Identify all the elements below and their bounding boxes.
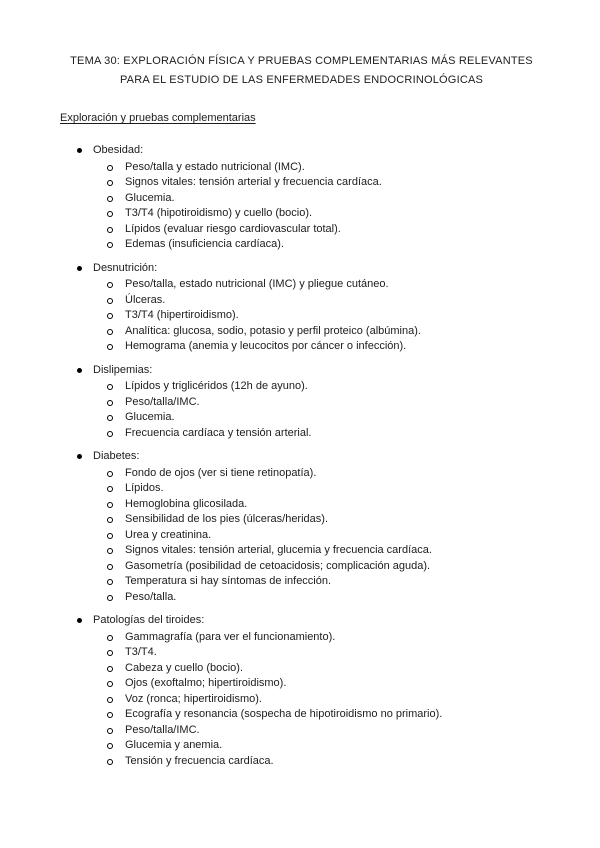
list-item	[60, 754, 543, 770]
list-item-text: Sensibilidad de los pies (úlceras/heridas).	[125, 513, 328, 525]
list-item-text: T3/T4 (hipertiroidismo).	[125, 309, 239, 321]
document-title-line-1: TEMA 30: EXPLORACIÓN FÍSICA Y PRUEBAS COMPLEMENTARIAS MÁS RELEVANTES	[70, 55, 533, 67]
section	[60, 143, 543, 253]
sub-bullet-icon	[107, 211, 113, 217]
section-title: Patologías del tiroides:	[93, 614, 205, 626]
list-item	[60, 574, 543, 590]
list-item-text: Peso/talla/IMC.	[125, 723, 200, 736]
list-item	[60, 481, 543, 497]
sub-bullet-icon	[107, 502, 113, 508]
document-title-line-2: PARA EL ESTUDIO DE LAS ENFERMEDADES ENDOCRINOLÓGICAS	[119, 74, 484, 86]
list-item	[60, 237, 543, 253]
sub-bullet-icon	[107, 431, 113, 437]
sub-bullet-icon	[107, 517, 113, 523]
list-item-text: T3/T4.	[125, 646, 157, 658]
sub-bullet-icon	[107, 564, 113, 570]
list-item	[60, 497, 543, 513]
list-item-text: Úlceras.	[125, 293, 166, 306]
section	[60, 449, 543, 605]
section	[60, 261, 543, 355]
sub-bullet-icon	[107, 313, 113, 319]
section-title-row	[60, 143, 543, 159]
list-item-text: Frecuencia cardíaca y tensión arterial.	[125, 426, 312, 439]
list-item-text: Ecografía y resonancia (sospecha de hipotiroidismo no primario).	[125, 708, 443, 720]
list-item-text: T3/T4 (hipotiroidismo) y cuello (bocio).	[125, 207, 313, 219]
list-item-text: Ojos (exoftalmo; hipertiroidismo).	[125, 677, 287, 689]
list-item	[60, 645, 543, 661]
sub-bullet-icon	[107, 743, 113, 749]
list-item	[60, 160, 543, 176]
list-item-text: Glucemia y anemia.	[125, 739, 223, 751]
sub-bullet-icon	[107, 344, 113, 350]
list-item-text: Hemoglobina glicosilada.	[125, 497, 248, 510]
section-title: Obesidad:	[93, 144, 144, 156]
list-item	[60, 395, 543, 411]
list-item-text: Peso/talla/IMC.	[125, 395, 200, 408]
list-item	[60, 466, 543, 482]
sub-bullet-icon	[107, 415, 113, 421]
sub-bullet-icon	[107, 666, 113, 672]
list-item	[60, 528, 543, 544]
list-item-text: Gasometría (posibilidad de cetoacidosis; complicación aguda).	[125, 559, 431, 572]
section-title-row	[60, 449, 543, 465]
sub-bullet-icon	[107, 227, 113, 233]
list-item	[60, 692, 543, 708]
list-item	[60, 590, 543, 606]
section-title-row	[60, 363, 543, 379]
list-item	[60, 308, 543, 324]
list-item	[60, 339, 543, 355]
sub-bullet-icon	[107, 329, 113, 335]
sub-bullet-icon	[107, 650, 113, 656]
list-item-text: Signos vitales: tensión arterial, glucemia y frecuencia cardíaca.	[125, 544, 432, 556]
list-item-text: Peso/talla.	[125, 590, 177, 603]
list-item	[60, 379, 543, 395]
list-item-text: Hemograma (anemia y leucocitos por cáncer o infección).	[125, 340, 407, 352]
section-title-row	[60, 613, 543, 629]
list-item-text: Glucemia.	[125, 411, 175, 423]
section-title-row	[60, 261, 543, 277]
list-item-text: Glucemia.	[125, 191, 175, 204]
sub-bullet-icon	[107, 579, 113, 585]
list-item	[60, 661, 543, 677]
section-title: Dislipemias:	[93, 363, 153, 376]
list-item-text: Lípidos (evaluar riesgo cardiovascular total).	[125, 222, 341, 235]
list-item	[60, 676, 543, 692]
sub-bullet-icon	[107, 712, 113, 718]
document-title	[60, 52, 543, 90]
bullet-icon	[77, 368, 82, 373]
sub-bullet-icon	[107, 400, 113, 406]
sub-bullet-icon	[107, 282, 113, 288]
list-item-text: Lípidos.	[125, 482, 164, 494]
list-item-text: Voz (ronca; hipertiroidismo).	[125, 692, 262, 705]
sub-bullet-icon	[107, 486, 113, 492]
list-item-text: Edemas (insuficiencia cardíaca).	[125, 238, 284, 250]
sub-bullet-icon	[107, 548, 113, 554]
sub-bullet-icon	[107, 165, 113, 171]
sub-bullet-icon	[107, 697, 113, 703]
list-item	[60, 512, 543, 528]
sub-bullet-icon	[107, 759, 113, 765]
list-item-text: Tensión y frecuencia cardíaca.	[125, 754, 274, 767]
list-item	[60, 222, 543, 238]
list-item-text: Temperatura si hay síntomas de infección.	[125, 575, 332, 587]
list-item	[60, 324, 543, 340]
list-item	[60, 426, 543, 442]
sub-bullet-icon	[107, 533, 113, 539]
list-item	[60, 293, 543, 309]
bullet-icon	[77, 454, 82, 459]
list-item-text: Signos vitales: tensión arterial y frecuencia cardíaca.	[125, 176, 382, 188]
bullet-icon	[77, 618, 82, 623]
list-item	[60, 277, 543, 293]
list-item	[60, 191, 543, 207]
list-item	[60, 630, 543, 646]
list-item	[60, 723, 543, 739]
sub-bullet-icon	[107, 384, 113, 390]
list-item	[60, 559, 543, 575]
sub-bullet-icon	[107, 728, 113, 734]
section-title: Desnutrición:	[93, 261, 158, 274]
list-item	[60, 738, 543, 754]
list-item	[60, 707, 543, 723]
sub-bullet-icon	[107, 595, 113, 601]
list-item-text: Analítica: glucosa, sodio, potasio y perfil proteico (albúmina).	[125, 324, 421, 337]
bullet-icon	[77, 266, 82, 271]
sub-bullet-icon	[107, 180, 113, 186]
list-item-text: Cabeza y cuello (bocio).	[125, 661, 244, 674]
list-item-text: Peso/talla, estado nutricional (IMC) y pliegue cutáneo.	[125, 278, 389, 290]
list-item	[60, 410, 543, 426]
sub-bullet-icon	[107, 298, 113, 304]
section	[60, 613, 543, 769]
sub-bullet-icon	[107, 635, 113, 641]
list-item-text: Lípidos y triglicéridos (12h de ayuno).	[125, 380, 308, 392]
list-item-text: Gammagrafía (para ver el funcionamiento).	[125, 630, 336, 643]
sub-bullet-icon	[107, 242, 113, 248]
list-item-text: Fondo de ojos (ver si tiene retinopatía).	[125, 466, 317, 479]
sub-bullet-icon	[107, 681, 113, 687]
sub-bullet-icon	[107, 196, 113, 202]
list-item-text: Peso/talla y estado nutricional (IMC).	[125, 160, 305, 173]
outline-list	[60, 143, 543, 769]
sub-bullet-icon	[107, 471, 113, 477]
list-item-text: Urea y creatinina.	[125, 528, 212, 541]
section-title: Diabetes:	[93, 450, 140, 462]
section-heading: Exploración y pruebas complementarias	[60, 112, 256, 124]
list-item	[60, 206, 543, 222]
list-item	[60, 543, 543, 559]
list-item	[60, 175, 543, 191]
section	[60, 363, 543, 442]
bullet-icon	[77, 148, 82, 153]
